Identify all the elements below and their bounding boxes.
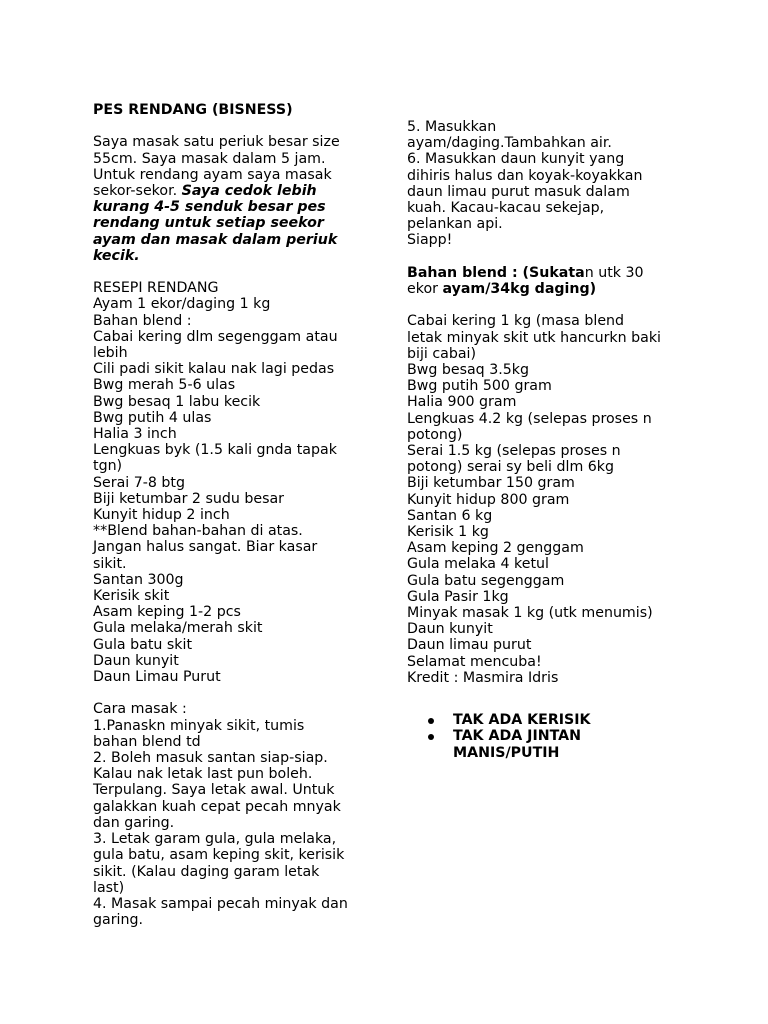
ingredient-line: biji cabai) <box>407 345 477 362</box>
ingredient-line: sikit. <box>93 555 127 572</box>
bullet-icon <box>428 734 434 740</box>
ingredient-line: Bwg putih 4 ulas <box>93 409 212 426</box>
step-line: dan garing. <box>93 814 175 831</box>
step-line: 6. Masukkan daun kunyit yang <box>407 151 625 168</box>
intro-paragraph <box>93 134 368 264</box>
step-line: garing. <box>93 912 143 929</box>
note-text: TAK ADA KERISIK <box>453 712 591 729</box>
note-text: TAK ADA JINTAN <box>453 728 582 745</box>
step-line: 2. Boleh masuk santan siap-siap. <box>93 750 328 767</box>
ingredient-line: Bwg besaq 3.5kg <box>407 362 529 379</box>
step-line: daun limau purut masuk dalam <box>407 183 630 200</box>
ingredient-line: Halia 900 gram <box>407 394 517 411</box>
step-line: gula batu, asam keping skit, kerisik <box>93 847 345 864</box>
ingredient-line: Cili padi sikit kalau nak lagi pedas <box>93 361 335 378</box>
step-line: Kalau nak letak last pun boleh. <box>93 766 313 783</box>
step-line: dihiris halus dan koyak-koyakkan <box>407 167 643 184</box>
blend-heading-normal: n utk 30 <box>584 264 644 281</box>
ingredient-line: RESEPI RENDANG <box>93 280 219 297</box>
ingredient-line: Bwg besaq 1 labu kecik <box>93 393 261 410</box>
note-item <box>407 712 685 728</box>
ingredient-line: Gula Pasir 1kg <box>407 588 509 605</box>
ingredient-line: Kredit : Masmira Idris <box>407 669 559 686</box>
ingredient-line: Lengkuas byk (1.5 kali gnda tapak <box>93 442 337 459</box>
ingredient-line: Gula melaka 4 ketul <box>407 556 549 573</box>
step-line: last) <box>93 879 125 896</box>
ingredient-line: potong) serai sy beli dlm 6kg <box>407 459 615 476</box>
step-line: 3. Letak garam gula, gula melaka, <box>93 831 337 848</box>
ingredient-line: Daun Limau Purut <box>93 669 221 686</box>
blend-heading-bold: Bahan blend : (Sukata <box>407 264 585 281</box>
step-line: Cara masak : <box>93 701 187 718</box>
step-line: 1.Panaskn minyak sikit, tumis <box>93 717 305 734</box>
ingredient-line: Kunyit hidup 2 inch <box>93 507 230 524</box>
document-title: PES RENDANG (BISNESS) <box>93 102 293 118</box>
ingredient-line: Minyak masak 1 kg (utk menumis) <box>407 605 653 622</box>
ingredient-line: Biji ketumbar 150 gram <box>407 475 575 492</box>
intro-line: Untuk rendang ayam saya masak <box>93 166 332 183</box>
step-line: bahan blend td <box>93 733 201 750</box>
step-line: galakkan kuah cepat pecah mnyak <box>93 798 341 815</box>
blend-heading-line2 <box>407 281 685 297</box>
step-line: 4. Masak sampai pecah minyak dan <box>93 895 348 912</box>
intro-emphasis-line: ayam dan masak dalam periuk <box>93 231 338 248</box>
ingredient-line: Kerisik skit <box>93 588 170 605</box>
ingredient-line: Selamat mencuba! <box>407 653 542 670</box>
cooking-steps-continued <box>407 119 685 249</box>
ingredient-line: Lengkuas 4.2 kg (selepas proses n <box>407 410 652 427</box>
blend-heading-bold: ayam/34kg daging) <box>442 281 597 298</box>
cooking-steps <box>93 701 368 928</box>
step-line: Terpulang. Saya letak awal. Untuk <box>93 782 335 799</box>
ingredient-line: Daun kunyit <box>93 652 179 669</box>
ingredient-line: Cabai kering dlm segenggam atau <box>93 328 338 345</box>
ingredient-line: Santan 6 kg <box>407 507 493 524</box>
step-line: pelankan api. <box>407 216 503 233</box>
ingredient-line: potong) <box>407 426 463 443</box>
left-column <box>93 102 368 928</box>
intro-emphasis-line: kurang 4-5 senduk besar pes <box>93 199 326 216</box>
ingredient-line: Jangan halus sangat. Biar kasar <box>93 539 318 556</box>
ingredient-line: Ayam 1 ekor/daging 1 kg <box>93 296 271 313</box>
ingredient-line: Biji ketumbar 2 sudu besar <box>93 490 285 507</box>
step-line: sikit. (Kalau daging garam letak <box>93 863 320 880</box>
intro-line: 55cm. Saya masak dalam 5 jam. <box>93 150 326 167</box>
step-line: kuah. Kacau-kacau sekejap, <box>407 200 605 217</box>
ingredient-line: Serai 7-8 btg <box>93 474 185 491</box>
intro-line <box>93 183 368 199</box>
ingredient-line: lebih <box>93 345 128 362</box>
ingredient-line: Asam keping 2 genggam <box>407 540 584 557</box>
intro-emphasis: Saya cedok lebih <box>181 183 317 199</box>
ingredient-line: Halia 3 inch <box>93 426 177 443</box>
ingredient-line: Kunyit hidup 800 gram <box>407 491 570 508</box>
ingredient-line: **Blend bahan-bahan di atas. <box>93 523 303 540</box>
ingredient-line: Daun limau purut <box>407 637 532 654</box>
ingredient-line: tgn) <box>93 458 123 475</box>
note-text: MANIS/PUTIH <box>453 744 560 761</box>
ingredient-line: Bahan blend : <box>93 312 192 329</box>
step-line: Siapp! <box>407 232 453 249</box>
ingredient-line: letak minyak skit utk hancurkn baki <box>407 329 662 346</box>
ingredient-line: Bwg putih 500 gram <box>407 378 552 395</box>
note-item <box>407 728 685 760</box>
ingredient-line: Cabai kering 1 kg (masa blend <box>407 313 625 330</box>
ingredient-line: Kerisik 1 kg <box>407 524 489 541</box>
ingredient-line: Bwg merah 5-6 ulas <box>93 377 236 394</box>
blend-heading-normal: ekor <box>407 281 443 298</box>
ingredient-line: Daun kunyit <box>407 621 493 638</box>
ingredient-line: Asam keping 1-2 pcs <box>93 604 241 621</box>
intro-emphasis-line: rendang untuk setiap seekor <box>93 215 324 232</box>
bullet-icon <box>428 718 434 724</box>
step-line: ayam/daging.Tambahkan air. <box>407 135 612 152</box>
intro-line: Saya masak satu periuk besar size <box>93 134 340 151</box>
ingredient-line: Santan 300g <box>93 571 184 588</box>
ingredient-line: Gula batu segenggam <box>407 572 565 589</box>
notes-list <box>407 712 685 761</box>
right-column <box>407 119 685 761</box>
intro-emphasis-line: kecik. <box>93 247 140 264</box>
blend-heading <box>407 265 685 281</box>
intro-text: sekor-sekor. <box>93 183 182 199</box>
recipe-ingredients <box>93 280 368 685</box>
bulk-ingredients <box>407 313 685 686</box>
ingredient-line: Gula melaka/merah skit <box>93 620 263 637</box>
ingredient-line: Serai 1.5 kg (selepas proses n <box>407 443 621 460</box>
step-line: 5. Masukkan <box>407 119 497 135</box>
ingredient-line: Gula batu skit <box>93 636 193 653</box>
